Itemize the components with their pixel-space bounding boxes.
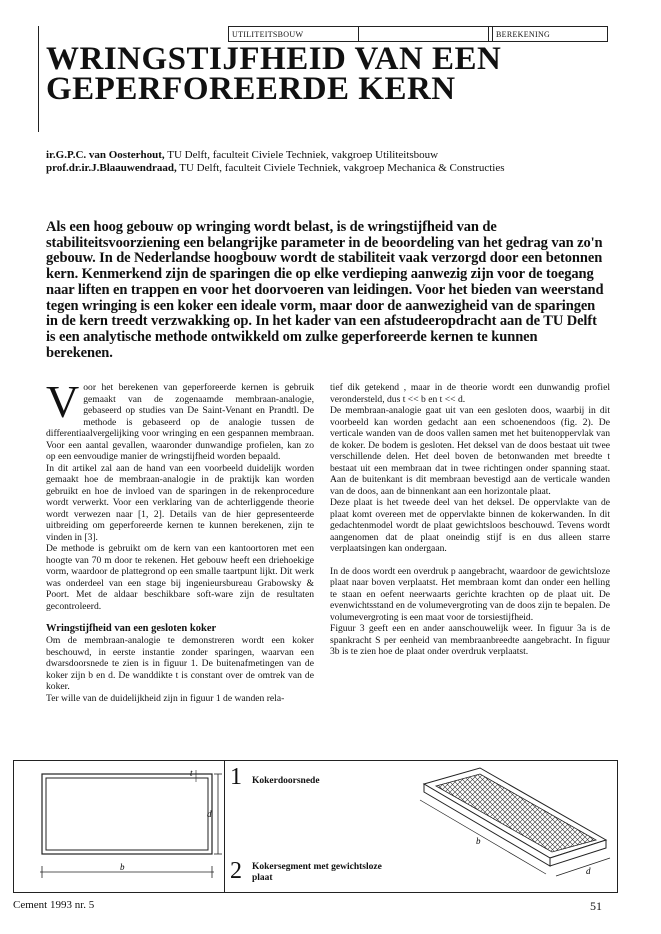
section-tab-bar xyxy=(228,26,608,42)
paragraph: Deze plaat is het tweede deel van het deksel. De oppervlakte van de plaat komt overeen met de oppervlakte binnen de kokerwanden. In dit gedachtenmodel wordt de plaat gewichtsloos beschouwd. Tevens wordt aangenomen dat de plaat oneindig stijf is en dus alleen starre verplaatsingen kan ondergaan. xyxy=(330,497,610,554)
figure-2-number: 2 xyxy=(230,858,242,884)
body-column-1 xyxy=(46,376,314,704)
label-b: b xyxy=(476,836,481,846)
paragraph: De methode is gebruikt om de kern van een kantoortoren met een hoogte van 70 m door te rekenen. Het gebouw heeft een driehoekige vorm, waardoor de plattegrond op een smalle taartpunt lijkt. Dit werk was onderdeel van een stage bij ingenieursbureau Grabowsky & Poort. Met de aldaar beschikbare soft-ware zijn de resultaten gecontroleerd. xyxy=(46,543,314,612)
paragraph: In de doos wordt een overdruk p aangebracht, waardoor de gewichtsloze plaat naar boven verplaatst. Het membraan komt dan onder een helling te staan en oefent neerwaarts gerichte krachten op de plaat uit. De evenwichtsstand en de volumevergroting van de doos zijn te bepalen. De volumevergroting is een maat voor de torsiestijfheid. xyxy=(330,565,610,623)
paragraph: Ter wille van de duidelijkheid zijn in figuur 1 de wanden rela- xyxy=(46,692,285,704)
paragraph: De membraan-analogie gaat uit van een gesloten doos, waarbij in dit voorbeeld kan worden gedacht aan een schoenendoos (fig. 2). De verticale wanden van de doos vallen samen met het buitenoppervlak van de koker. De bodem is gesloten. Het deksel van de doos bestaat uit twee verschillende delen. Het deel boven de betonwanden met breedte t bestaat uit een membraan dat in twee richtingen onder spanning staat. Aan de buitenkant is dit membraan bevestigd aan de verticale wanden van de doos, aan de binnenkant aan een horizontale plaat. xyxy=(330,405,610,497)
label-t: t xyxy=(190,768,193,778)
title-line-2: GEPERFOREERDE KERN xyxy=(46,71,456,107)
lead-paragraph: Als een hoog gebouw op wringing wordt belast, is de wringstijfheid van de stabiliteitsvoorziening een belangrijke parameter in de beoordeling van het gedrag van zo'n gebouw. In de Nederlandse hoogbouw wordt de stabiliteit vaak verzorgd door een betonnen kern. Kenmerkend zijn de sparingen die op elke verdieping aanwezig zijn voor de toegang naar liften en trappen en voor het doorvoeren van leidingen. Voor het bieden van weerstand tegen wringing is een koker een ideale vorm, maar door de aanwezigheid van de sparingen in de kern treedt verzwakking op. In het kader van een afstudeeropdracht aan de TU Delft is een analytische methode ontwikkeld om zulke geperforeerde kernen te kunnen berekenen. xyxy=(46,219,604,361)
author-1 xyxy=(46,149,626,162)
author-2 xyxy=(46,162,626,175)
tab-blank xyxy=(359,27,489,41)
section-heading: Wringstijfheid van een gesloten koker xyxy=(46,623,217,634)
category-label: BEREKENING xyxy=(496,29,551,39)
page-number: 51 xyxy=(590,899,602,913)
article-title xyxy=(46,41,606,107)
label-d: d xyxy=(586,866,591,876)
figure-2-caption-line-2: plaat xyxy=(252,873,273,883)
section-label: UTILITEITSBOUW xyxy=(229,27,359,41)
outer-wall xyxy=(42,774,212,854)
paragraph: Om de membraan-analogie te demonstreren wordt een koker beschouwd, in eerste instantie zonder sparingen, waarvan een dwarsdoorsnede te zien is in figuur 1. De buitenafmetingen van de koker zijn b en d. De wanddikte t is constant over de omtrek van de koker. xyxy=(46,635,314,692)
figure-1-number: 1 xyxy=(230,764,242,790)
figure-1-caption: Kokerdoorsnede xyxy=(252,776,320,786)
author-list xyxy=(46,149,626,175)
figure-2-drawing xyxy=(410,762,616,892)
author-1-name: ir.G.P.C. van Oosterhout, xyxy=(46,149,165,161)
spacer xyxy=(330,555,610,566)
paragraph-text: oor het berekenen van geperforeerde kernen is gebruik gemaakt van de zogenaamde membraan-analogie, gebaseerd op studies van De Saint-Venant en Prandtl. De methode is gebaseerd op de analogie tussen de differentiaalvergelijking voor wringing en een gespannen membraan. Voor een aantal gevallen, waaronder dunwandige profielen, kan zo op een eenvoudige manier de wringstijfheid worden bepaald. xyxy=(46,382,314,462)
paragraph xyxy=(46,376,314,463)
inner-wall xyxy=(46,778,208,850)
paragraph: tief dik getekend , maar in de theorie wordt een dunwandig profiel verondersteld, dus t << b en t << d. xyxy=(330,382,610,405)
paragraph: In dit artikel zal aan de hand van een voorbeeld duidelijk worden gemaakt hoe de membraan-analogie in de praktijk kan worden gebruikt en hoe de invloed van de sparingen in de rekenprocedure wordt verwerkt. Voor een verklaring van de achterliggende theorie wordt verwezen naar [1, 2]. Details van de hier gepresenteerde uitbreiding om geperforeerde kernen te kunnen berekenen, zijn te vinden in [3]. xyxy=(46,462,314,543)
title-rule xyxy=(38,26,39,132)
spacer xyxy=(46,612,314,623)
body-column-2 xyxy=(330,382,610,658)
author-2-affiliation: TU Delft, faculteit Civiele Techniek, vakgroep Mechanica & Constructies xyxy=(176,162,505,174)
author-2-name: prof.dr.ir.J.Blaauwendraad, xyxy=(46,162,177,174)
figure-2-caption-line-1: Kokersegment met gewichtsloze xyxy=(252,862,382,872)
title-line-1: WRINGSTIJFHEID VAN EEN xyxy=(46,41,502,77)
paragraph: Figuur 3 geeft een en ander aanschouwelijk weer. In figuur 3a is de spankracht S per eenheid van membraanbreedte aangebracht. In figuur 3b is te zien hoe de plaat onder overdruk verplaatst. xyxy=(330,623,610,657)
figure-divider xyxy=(224,760,225,893)
dropcap: V xyxy=(46,376,80,427)
author-1-affiliation: TU Delft, faculteit Civiele Techniek, vakgroep Utiliteitsbouw xyxy=(164,149,439,161)
journal-footer: Cement 1993 nr. 5 xyxy=(13,899,95,911)
label-b: b xyxy=(120,862,125,872)
figure-1-drawing xyxy=(14,762,224,892)
label-d: d xyxy=(207,809,212,819)
figure-2-caption xyxy=(252,862,402,884)
